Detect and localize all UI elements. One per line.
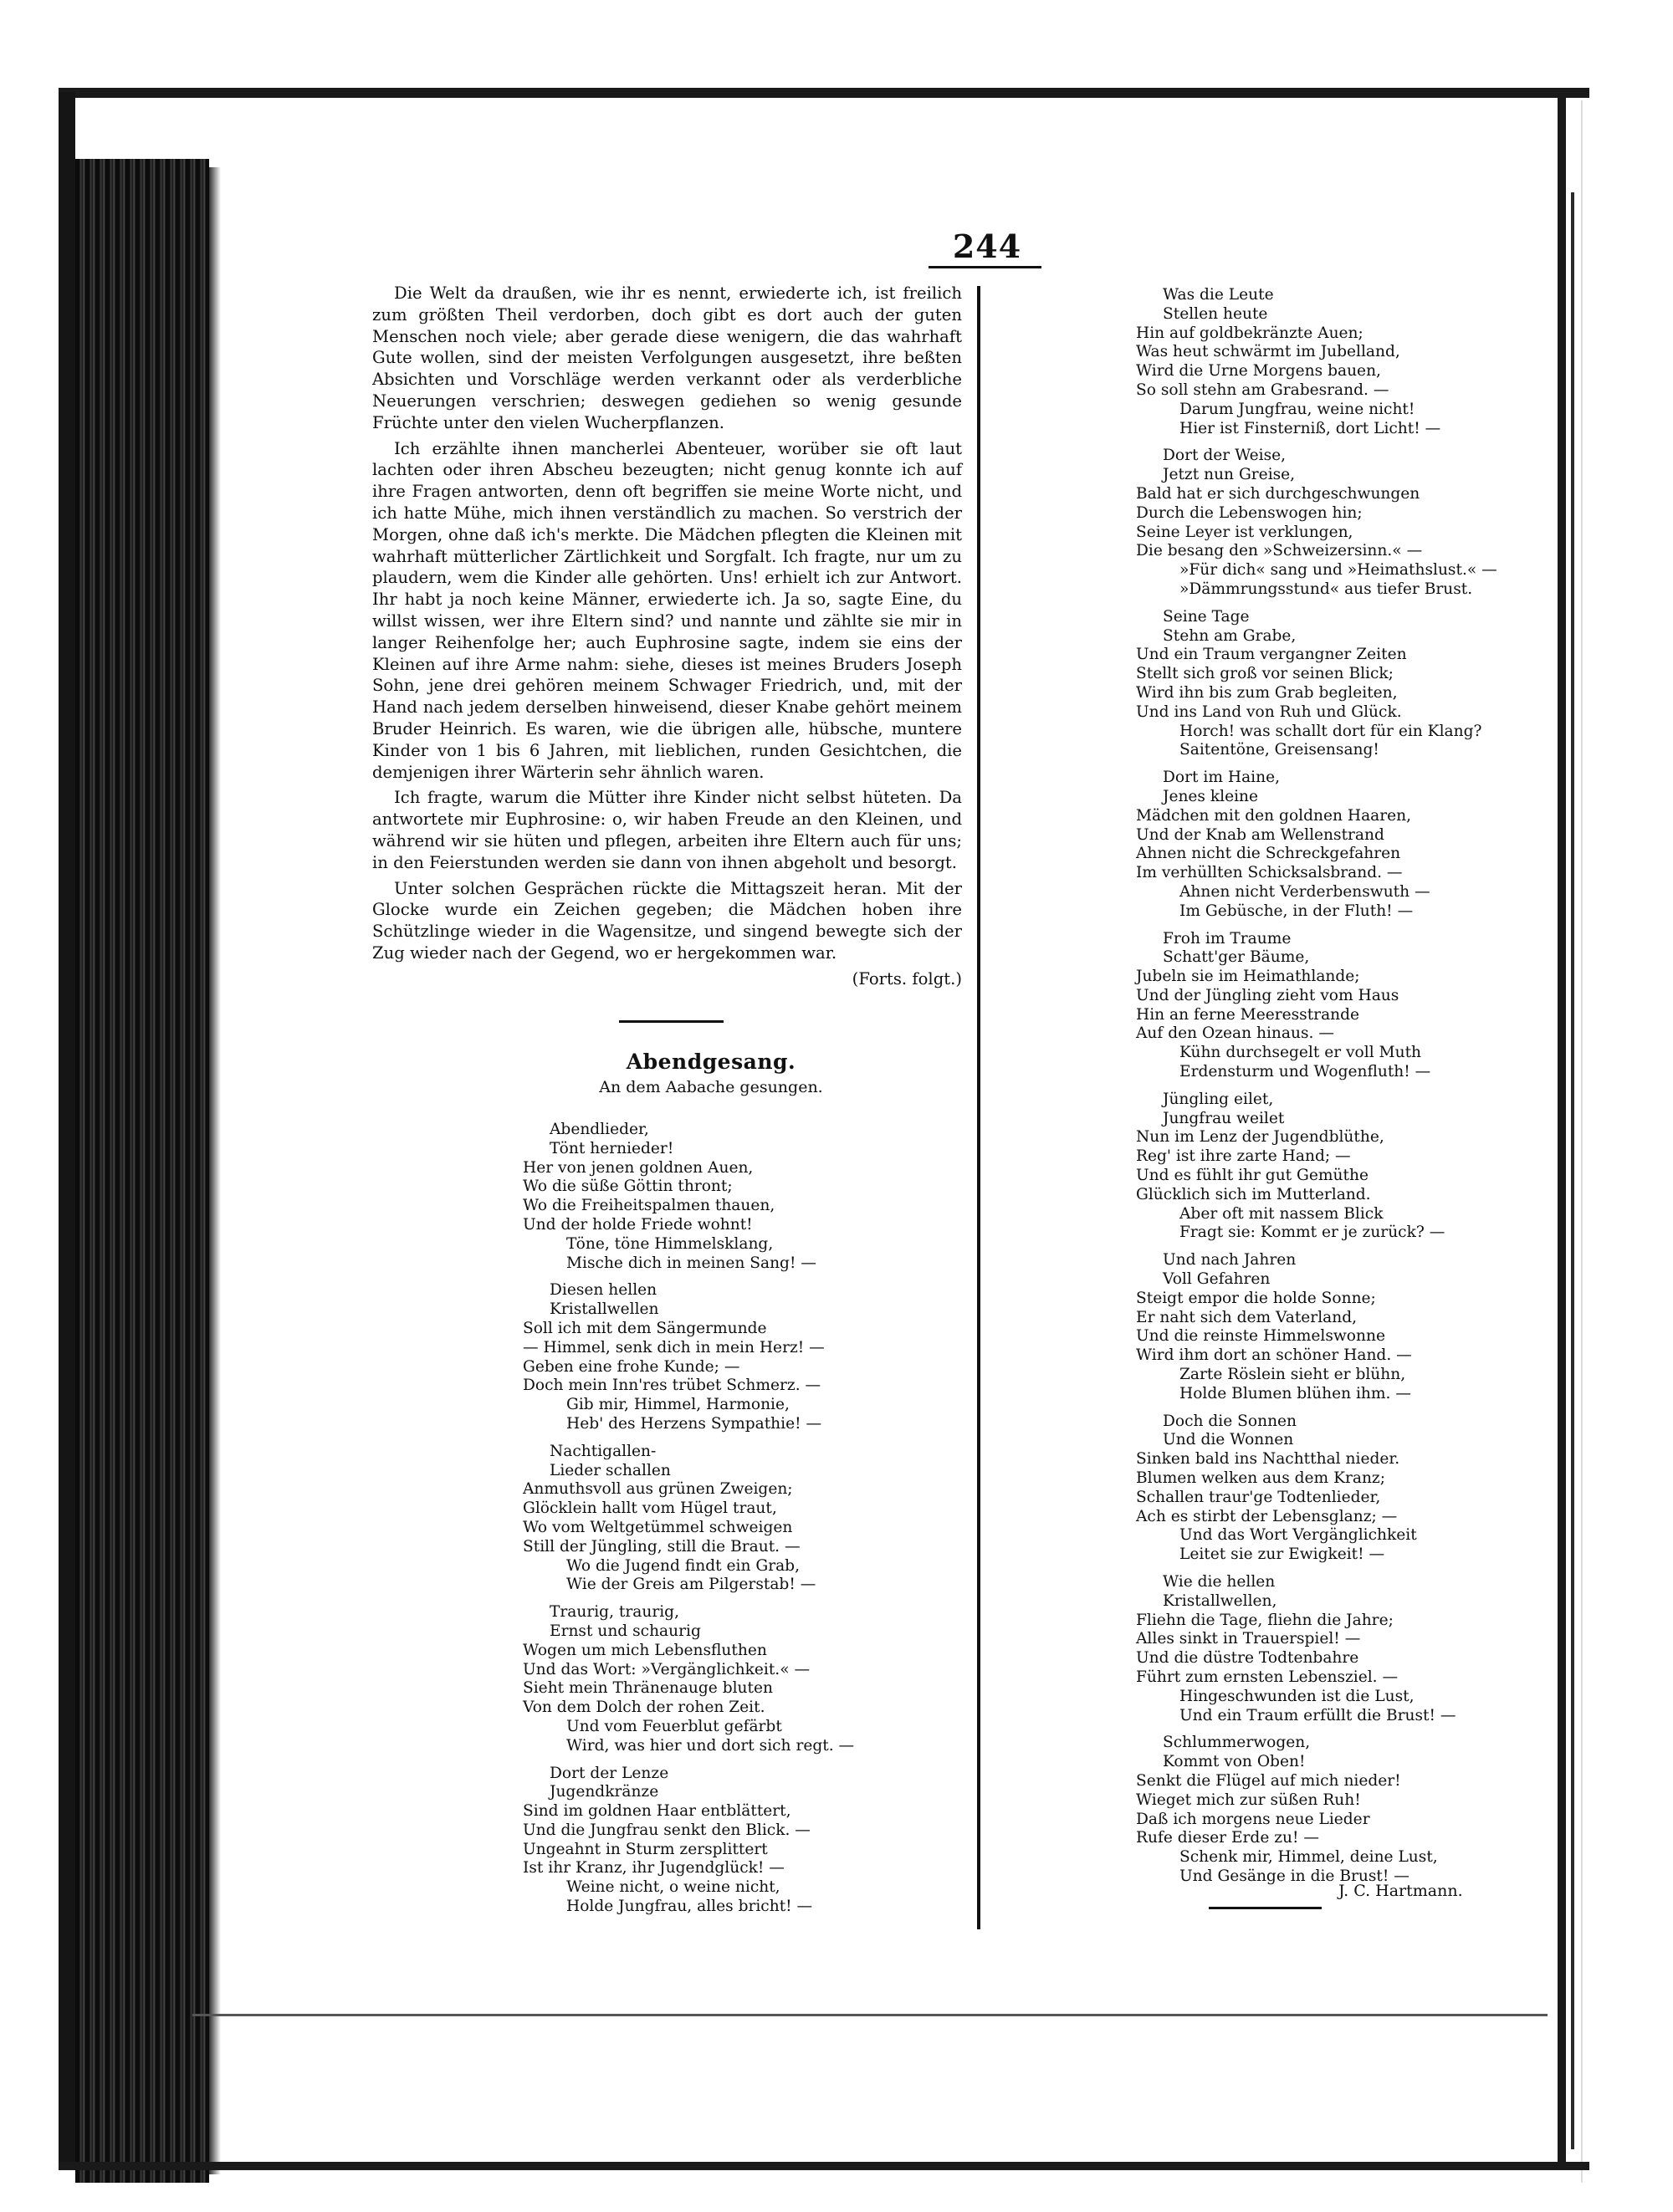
poem-line: Im Gebüsche, in der Fluth! — (1179, 902, 1414, 920)
poem-line: Alles sinkt in Trauerspiel! — (1136, 1630, 1361, 1648)
scan-margin-right (1581, 100, 1673, 2183)
poem-line: Aber oft mit nassem Blick (1179, 1204, 1384, 1223)
poem-line: Gib mir, Himmel, Harmonie, (566, 1396, 790, 1414)
poem-line: Darum Jungfrau, weine nicht! (1179, 400, 1415, 418)
poem-line: Und die Jungfrau senkt den Blick. — (523, 1821, 811, 1839)
poem-line: Schenk mir, Himmel, deine Lust, (1179, 1848, 1438, 1867)
poem-line: Schatt'ger Bäume, (1163, 948, 1310, 967)
poem-stanza (1136, 286, 1537, 438)
poem-line: Ach es stirbt der Lebensglanz; — (1136, 1507, 1398, 1525)
poem-line: Stellen heute (1163, 304, 1268, 323)
poem-line: Von dem Dolch der rohen Zeit. (523, 1699, 765, 1717)
poem-line: Jenes kleine (1163, 787, 1259, 805)
poem-line: Sinken bald ins Nachtthal nieder. (1136, 1450, 1400, 1469)
poem-line: Hier ist Finsterniß, dort Licht! — (1179, 419, 1441, 437)
prose-block (372, 283, 962, 990)
poem-stanza (523, 1603, 958, 1755)
poem-line: Glöcklein hallt vom Hügel traut, (523, 1499, 777, 1518)
author-signature: J. C. Hartmann. (1338, 1882, 1463, 1900)
poem-line: Dort der Lenze (550, 1764, 669, 1782)
poem-line: Tönt hernieder! (550, 1139, 674, 1157)
poem-stanza (523, 1765, 958, 1917)
prose-paragraph: Die Welt da draußen, wie ihr es nennt, erwiederte ich, ist freilich zum größten Theil verdorben, doch gibt es dort auch der guten Menschen noch viele; aber gerade diese wenigern, die das wahrhaft Gute wollen, sind der meisten Verfolgungen ausgesetzt, ihre beßten Absichten und Vorschläge werden verkannt oder als verderbliche Neuerungen verschrien; deswegen gediehen so wenig gesunde Früchte unter den vielen Wucherpflanzen. (372, 284, 962, 432)
poem-line: Kühn durchsegelt er voll Muth (1179, 1044, 1422, 1062)
scan-border-bottom (59, 2162, 1589, 2170)
poem-line: Und die düstre Todtenbahre (1136, 1649, 1359, 1668)
poem-line: Und ein Traum erfüllt die Brust! — (1179, 1706, 1456, 1724)
poem-line: Wird ihm dort an schöner Hand. — (1136, 1346, 1412, 1365)
poem-line: Im verhüllten Schicksalsbrand. — (1136, 864, 1403, 882)
scan-border-right (1558, 88, 1566, 2170)
poem-line: Abendlieder, (550, 1121, 649, 1138)
poem-line: Wird ihn bis zum Grab begleiten, (1136, 683, 1398, 702)
poem-line: Kristallwellen (550, 1300, 659, 1319)
poem-line: Daß ich morgens neue Lieder (1136, 1810, 1370, 1828)
poem-line: Holde Blumen blühen ihm. — (1179, 1384, 1411, 1402)
column-divider (977, 286, 980, 1929)
poem-line: »Für dich« sang und »Heimathslust.« — (1179, 561, 1497, 580)
poem-line: Ist ihr Kranz, ihr Jugendglück! — (523, 1859, 785, 1877)
poem-line: Auf den Ozean hinaus. — (1136, 1024, 1334, 1043)
poem-stanza (1136, 930, 1537, 1082)
poem-line: Weine nicht, o weine nicht, (566, 1878, 780, 1897)
poem-line: Sieht mein Thränenauge bluten (523, 1679, 773, 1698)
poem-line: Sind im goldnen Haar entblättert, (523, 1802, 791, 1821)
poem-line: Wo die Jugend findt ein Grab, (566, 1556, 800, 1575)
poem-line: Jungfrau weilet (1163, 1109, 1285, 1127)
poem-line: Doch die Sonnen (1163, 1412, 1297, 1430)
poem-line: Horch! was schallt dort für ein Klang? (1179, 722, 1482, 740)
poem-title: Abendgesang. (626, 1050, 796, 1074)
poem-line: Still der Jüngling, still die Braut. — (523, 1537, 801, 1556)
poem-line: Und das Wort Vergänglichkeit (1179, 1526, 1417, 1545)
prose-paragraph: Ich erzählte ihnen mancherlei Abenteuer, worüber sie oft laut lachten oder ihren Abscheu bezeugten; nicht genug konnte ich auf ihre Fragen antworten, denn oft begriffen sie meine Worte nicht, und ich hatte Mühe, mich ihnen verständlich zu machen. So verstrich der Morgen, ohne daß ich's merkte. Die Mädchen pflegten die Kleinen mit wahrhaft mütterlicher Zärtlichkeit und Sorgfalt. Ich fragte, nur um zu plaudern, wem die Kinder alle gehörten. Uns! erhielt ich zur Antwort. Ihr habt ja noch keine Männer, erwiederte ich. Ja so, sagte Eine, du willst wissen, wer ihre Eltern sind? und nannte und zählte sie mir in langer Reihenfolge her; auch Euphrosine sagte, indem sie eins der Kleinen auf ihre Arme nahm: siehe, dieses ist meines Bruders Joseph Sohn, jene drei gehören meinem Schwager Friedrich, und, mit der Hand nach jedem derselben hinweisend, dieser Knabe gehört meinem Bruder Heinrich. Es waren, wie die übrigen alle, hübsche, muntere Kinder von 1 bis 6 Jahren, mit lieblichen, runden Gesichtchen, die demjenigen ihrer Wärterin sehr ähnlich waren. (372, 438, 962, 782)
poem-line: Jüngling eilet, (1163, 1090, 1274, 1108)
poem-left-column (523, 1121, 958, 1925)
poem-line: Mische dich in meinen Sang! — (566, 1254, 816, 1272)
poem-line: Wird, was hier und dort sich regt. — (566, 1736, 855, 1755)
page-edge-bottom (192, 2014, 1548, 2016)
poem-line: Wo die Freiheitspalmen thauen, (523, 1197, 775, 1215)
poem-line: Hingeschwunden ist die Lust, (1179, 1687, 1415, 1705)
poem-line: Und nach Jahren (1163, 1251, 1297, 1269)
poem-line: Und ein Traum vergangner Zeiten (1136, 646, 1407, 664)
poem-line: Wo vom Weltgetümmel schweigen (523, 1518, 793, 1536)
poem-line: Dort der Weise, (1163, 447, 1287, 465)
poem-line: Seine Leyer ist verklungen, (1136, 523, 1353, 541)
scan-border-left (59, 92, 75, 2166)
poem-stanza (523, 1281, 958, 1433)
poem-subtitle: An dem Aabache gesungen. (599, 1078, 823, 1096)
poem-line: Und es fühlt ihr gut Gemüthe (1136, 1167, 1369, 1185)
poem-line: Reg' ist ihre zarte Hand; — (1136, 1147, 1351, 1166)
poem-line: Voll Gefahren (1163, 1270, 1271, 1289)
end-rule (1209, 1907, 1322, 1909)
poem-line: Wie die hellen (1163, 1573, 1276, 1591)
poem-line: Ungeahnt in Sturm zersplittert (523, 1840, 768, 1858)
poem-line: Und das Wort: »Vergänglichkeit.« — (523, 1660, 811, 1678)
poem-line: Leitet sie zur Ewigkeit! — (1179, 1545, 1385, 1564)
poem-line: Und der Knab am Wellenstrand (1136, 825, 1384, 844)
poem-line: Und der holde Friede wohnt! (523, 1215, 753, 1234)
poem-line: Hin auf goldbekränzte Auen; (1136, 324, 1363, 342)
poem-line: Bald hat er sich durchgeschwungen (1136, 484, 1420, 503)
poem-line: Ahnen nicht die Schreckgefahren (1136, 845, 1401, 863)
page-number-rule (929, 266, 1041, 268)
poem-stanza (1136, 1734, 1537, 1886)
poem-line: Traurig, traurig, (550, 1603, 679, 1622)
poem-line: Hin an ferne Meeresstrande (1136, 1005, 1360, 1024)
poem-stanza (1136, 1251, 1537, 1403)
poem-line: Nachtigallen- (550, 1442, 657, 1460)
poem-line: Schlummerwogen, (1163, 1734, 1311, 1752)
poem-stanza (523, 1121, 958, 1273)
poem-line: Her von jenen goldnen Auen, (523, 1158, 754, 1177)
poem-line: Töne, töne Himmelsklang, (566, 1234, 774, 1253)
poem-stanza (523, 1443, 958, 1595)
poem-line: Dort im Haine, (1163, 769, 1280, 787)
poem-line: Senkt die Flügel auf mich nieder! (1136, 1771, 1401, 1790)
poem-stanza (1136, 1413, 1537, 1565)
poem-line: Wie der Greis am Pilgerstab! — (566, 1576, 816, 1594)
prose-paragraph: Unter solchen Gesprächen rückte die Mittagszeit heran. Mit der Glocke wurde ein Zeichen gegeben; die Mädchen hoben ihre Schützlinge wieder in die Wagensitze, und singend bewegte sich der Zug wieder nach der Gegend, wo er hergekommen war. (372, 878, 962, 963)
poem-line: Wird die Urne Morgens bauen, (1136, 362, 1381, 381)
scan-border-top (59, 88, 1589, 98)
poem-line: Und ins Land von Ruh und Glück. (1136, 702, 1402, 721)
poem-line: Jetzt nun Greise, (1163, 466, 1296, 484)
poem-line: So soll stehn am Grabesrand. — (1136, 381, 1389, 399)
book-spine (75, 159, 209, 2183)
poem-line: Soll ich mit dem Sängermunde (523, 1319, 767, 1337)
poem-line: Wieget mich zur süßen Ruh! (1136, 1791, 1361, 1809)
poem-line: Seine Tage (1163, 607, 1250, 626)
poem-line: Und die reinste Himmelswonne (1136, 1327, 1385, 1346)
poem-line: Und Gesänge in die Brust! — (1179, 1867, 1410, 1885)
poem-line: Jubeln sie im Heimathlande; (1136, 968, 1360, 986)
poem-line: Wogen um mich Lebensfluthen (523, 1641, 767, 1659)
poem-line: Froh im Traume (1163, 929, 1292, 948)
poem-stanza (1136, 1573, 1537, 1725)
poem-stanza (1136, 769, 1537, 921)
poem-line: Jugendkränze (550, 1783, 659, 1801)
poem-line: Kommt von Oben! (1163, 1753, 1306, 1771)
poem-line: Steigt empor die holde Sonne; (1136, 1289, 1376, 1307)
poem-line: Stehn am Grabe, (1163, 626, 1297, 645)
poem-line: Glücklich sich im Mutterland. (1136, 1185, 1371, 1203)
poem-line: Er naht sich dem Vaterland, (1136, 1308, 1358, 1326)
poem-line: Mädchen mit den goldnen Haaren, (1136, 806, 1412, 825)
poem-line: Wo die süße Göttin thront; (523, 1178, 733, 1196)
poem-line: Lieder schallen (550, 1461, 671, 1479)
poem-line: Was die Leute (1163, 286, 1274, 304)
poem-line: Nun im Lenz der Jugendblüthe, (1136, 1128, 1384, 1147)
poem-line: Führt zum ernsten Lebensziel. — (1136, 1668, 1399, 1686)
poem-line: Und vom Feuerblut gefärbt (566, 1717, 782, 1735)
poem-line: »Dämmrungsstund« aus tiefer Brust. (1179, 580, 1473, 598)
poem-line: Durch die Lebenswogen hin; (1136, 503, 1363, 522)
prose-paragraph: Ich fragte, warum die Mütter ihre Kinder nicht selbst hüteten. Da antwortete mir Euphrosine: o, wir haben Freude an den Kleinen, und während wir sie hüten und pflegen, arbeiten ihre Eltern auch für uns; in den Feierstunden werden sie dann von ihnen abgeholt und besorgt. (372, 788, 962, 872)
poem-line: Blumen welken aus dem Kranz; (1136, 1469, 1385, 1488)
scan-border-right-inner (1571, 192, 1574, 2149)
poem-line: Ernst und schaurig (550, 1622, 701, 1640)
poem-line: Und die Wonnen (1163, 1431, 1294, 1449)
poem-line: Was heut schwärmt im Jubelland, (1136, 343, 1400, 361)
poem-line: Heb' des Herzens Sympathie! — (566, 1414, 822, 1433)
poem-right-column (1136, 286, 1537, 1895)
page-number: 244 (952, 227, 1022, 265)
poem-stanza (1136, 608, 1537, 760)
spine-shadow (209, 167, 221, 2174)
poem-line: Und der Jüngling zieht vom Haus (1136, 986, 1399, 1004)
poem-line: Ahnen nicht Verderbenswuth — (1179, 882, 1430, 901)
poem-line: — Himmel, senk dich in mein Herz! — (523, 1338, 825, 1356)
poem-stanza (1136, 447, 1537, 599)
poem-line: Saitentöne, Greisensang! (1179, 741, 1379, 759)
poem-line: Die besang den »Schweizersinn.« — (1136, 542, 1423, 560)
poem-line: Schallen traur'ge Todtenlieder, (1136, 1488, 1381, 1506)
poem-line: Erdensturm und Wogenfluth! — (1179, 1063, 1431, 1081)
continuation-note: (Forts. folgt.) (852, 968, 962, 989)
poem-line: Kristallwellen, (1163, 1591, 1277, 1610)
poem-line: Fliehn die Tage, fliehn die Jahre; (1136, 1611, 1394, 1629)
poem-line: Rufe dieser Erde zu! — (1136, 1829, 1319, 1847)
poem-line: Anmuthsvoll aus grünen Zweigen; (523, 1480, 793, 1499)
poem-line: Fragt sie: Kommt er je zurück? — (1179, 1223, 1445, 1242)
poem-line: Holde Jungfrau, alles bricht! — (566, 1898, 813, 1916)
poem-line: Geben eine frohe Kunde; — (523, 1357, 740, 1376)
poem-line: Stellt sich groß vor seinen Blick; (1136, 665, 1394, 683)
section-rule (619, 1020, 724, 1023)
poem-line: Zarte Röslein sieht er blühn, (1179, 1366, 1406, 1384)
poem-line: Doch mein Inn'res trübet Schmerz. — (523, 1377, 821, 1395)
poem-line: Diesen hellen (550, 1281, 657, 1300)
poem-stanza (1136, 1091, 1537, 1243)
